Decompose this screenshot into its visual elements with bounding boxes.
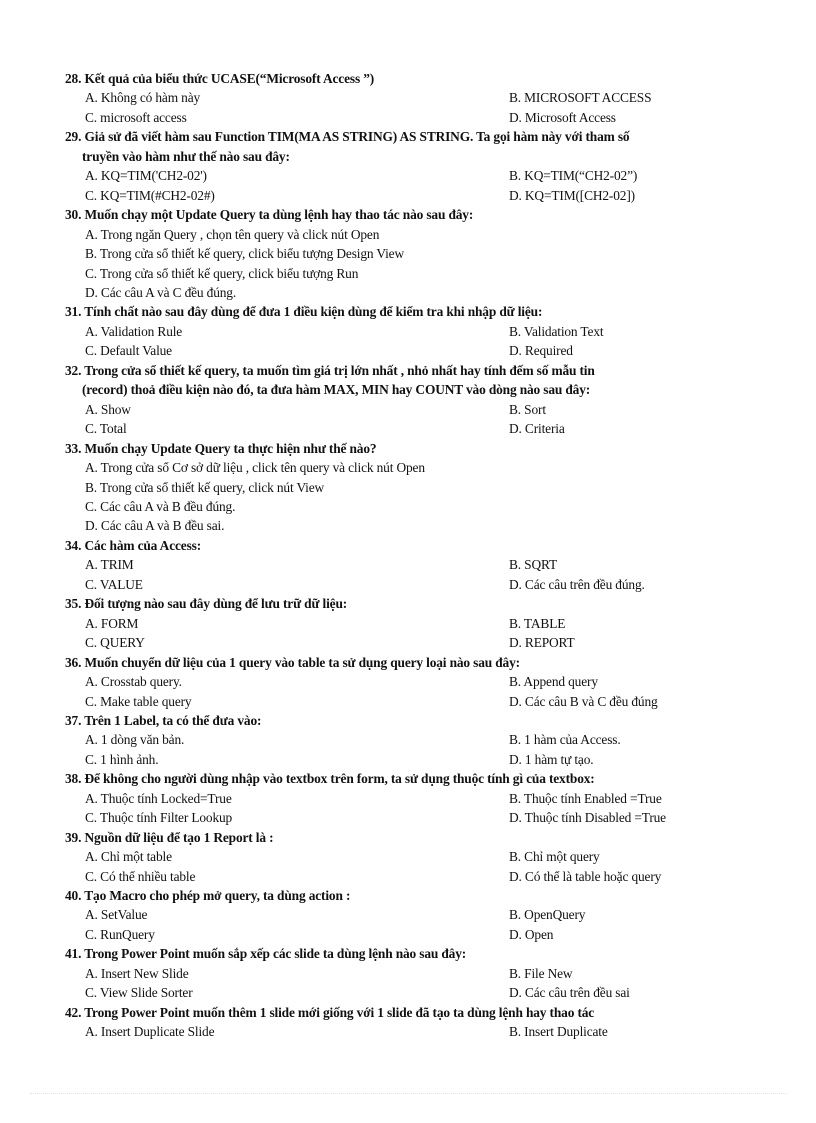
question-text-continued: truyền vào hàm như thế nào sau đây:: [82, 148, 290, 164]
answer-option: D. Criteria: [509, 421, 565, 437]
answer-option: C. KQ=TIM(#CH2-02#): [85, 187, 215, 203]
question-text: 28. Kết quả của biểu thức UCASE(“Microsoft Access ”): [65, 71, 375, 86]
answer-option: D. Các câu A và C đều đúng.: [85, 284, 237, 300]
question-block: [65, 302, 765, 360]
answer-option: D. REPORT: [509, 635, 575, 651]
question-text: 35. Đối tượng nào sau đây dùng để lưu trữ dữ liệu:: [65, 596, 348, 612]
question-block: [65, 594, 765, 652]
answer-option: C. QUERY: [85, 635, 145, 651]
answer-option: B. 1 hàm của Access.: [509, 732, 621, 748]
answer-option: C. Thuộc tính Filter Lookup: [85, 810, 233, 826]
answer-option: A. Không có hàm này: [85, 90, 201, 106]
answer-option: C. microsoft access: [85, 109, 187, 125]
answer-option: D. Các câu B và C đều đúng: [509, 693, 658, 709]
question-text: 31. Tính chất nào sau đây dùng để đưa 1 điều kiện dùng để kiểm tra khi nhập dữ liệu:: [65, 304, 543, 320]
option-row: [65, 730, 765, 749]
question-block: [65, 711, 765, 769]
answer-option: A. Trong cửa sổ Cơ sở dữ liệu , click tên query và click nút Open: [85, 460, 425, 476]
option-row: [65, 88, 765, 107]
answer-option: C. 1 hình ảnh.: [85, 751, 159, 767]
option-row: [65, 108, 765, 127]
option-row: [65, 1022, 765, 1041]
option-row: [65, 692, 765, 711]
option-row: [65, 614, 765, 633]
answer-option: C. Total: [85, 421, 127, 437]
option-row: [65, 867, 765, 886]
question-block: [65, 205, 765, 302]
question-block: [65, 944, 765, 1002]
answer-option: B. OpenQuery: [509, 907, 586, 923]
answer-option: B. Chỉ một query: [509, 849, 600, 865]
answer-option: A. Chỉ một table: [85, 849, 172, 865]
question-text: 30. Muốn chạy một Update Query ta dùng lệnh hay thao tác nào sau đây:: [65, 207, 474, 223]
answer-option: A. 1 dòng văn bản.: [85, 732, 185, 748]
question-text: 32. Trong cửa sổ thiết kế query, ta muốn tìm giá trị lớn nhất , nhỏ nhất hay tính đếm số mẫu tin: [65, 362, 595, 378]
answer-option: B. Trong cửa sổ thiết kế query, click biểu tượng Design View: [85, 246, 404, 262]
answer-option: C. Default Value: [85, 343, 172, 359]
question-text: 40. Tạo Macro cho phép mở query, ta dùng action :: [65, 888, 351, 904]
question-text: 38. Để không cho người dùng nhập vào textbox trên form, ta sử dụng thuộc tính gì của textbox:: [65, 771, 595, 787]
question-block: [65, 828, 765, 886]
option-row: [65, 847, 765, 866]
question-block: [65, 127, 765, 205]
option-row: [65, 983, 765, 1002]
option-row: [65, 166, 765, 185]
question-text: 42. Trong Power Point muốn thêm 1 slide mới giống với 1 slide đã tạo ta dùng lệnh hay thao tác: [65, 1004, 595, 1020]
answer-option: A. Insert Duplicate Slide: [85, 1024, 215, 1040]
question-block: [65, 886, 765, 944]
question-block: [65, 769, 765, 827]
option-row: [65, 905, 765, 924]
option-row: [65, 575, 765, 594]
answer-option: B. SQRT: [509, 557, 558, 573]
answer-option: A. Crosstab query.: [85, 674, 182, 690]
answer-option: D. Required: [509, 343, 573, 359]
answer-option: C. View Slide Sorter: [85, 985, 193, 1001]
option-row: [65, 964, 765, 983]
answer-option: B. Append query: [509, 674, 598, 690]
option-row: [65, 322, 765, 341]
option-row: [65, 419, 765, 438]
answer-option: C. Make table query: [85, 693, 192, 709]
answer-option: A. KQ=TIM('CH2-02'): [85, 168, 207, 184]
answer-option: A. Trong ngăn Query , chọn tên query và click nút Open: [85, 226, 380, 242]
question-block: [65, 439, 765, 536]
answer-option: D. Microsoft Access: [509, 109, 616, 125]
answer-option: C. VALUE: [85, 576, 143, 592]
question-text: 37. Trên 1 Label, ta có thể đưa vào:: [65, 712, 262, 728]
question-block: [65, 361, 765, 439]
answer-option: D. Các câu A và B đều sai.: [85, 518, 225, 534]
question-text: 34. Các hàm của Access:: [65, 537, 202, 553]
question-text: 29. Giả sử đã viết hàm sau Function TIM(MA AS STRING) AS STRING. Ta gọi hàm này với tham số: [65, 129, 630, 145]
answer-option: C. Trong cửa sổ thiết kế query, click biểu tượng Run: [85, 265, 359, 281]
question-list: [65, 69, 765, 1042]
answer-option: B. Trong cửa sổ thiết kế query, click nút View: [85, 479, 325, 495]
answer-option: C. Các câu A và B đều đúng.: [85, 498, 236, 514]
answer-option: B. Validation Text: [509, 323, 604, 339]
option-row: [65, 555, 765, 574]
answer-option: A. Show: [85, 401, 131, 417]
question-block: [65, 1003, 765, 1042]
option-row: [65, 633, 765, 652]
answer-option: D. 1 hàm tự tạo.: [509, 751, 594, 767]
answer-option: B. Sort: [509, 401, 546, 417]
answer-option: A. Thuộc tính Locked=True: [85, 790, 232, 806]
answer-option: A. TRIM: [85, 557, 134, 573]
answer-option: B. Thuộc tính Enabled =True: [509, 790, 662, 806]
answer-option: D. KQ=TIM([CH2-02]): [509, 187, 635, 203]
option-row: [65, 341, 765, 360]
question-text: 41. Trong Power Point muốn sắp xếp các slide ta dùng lệnh nào sau đây:: [65, 946, 467, 962]
question-text: 36. Muốn chuyển dữ liệu của 1 query vào table ta sử dụng query loại nào sau đây:: [65, 654, 520, 670]
option-row: [65, 186, 765, 205]
question-text: 39. Nguồn dữ liệu để tạo 1 Report là :: [65, 829, 274, 845]
answer-option: C. RunQuery: [85, 926, 155, 942]
question-block: [65, 653, 765, 711]
question-block: [65, 536, 765, 594]
answer-option: D. Các câu trên đều đúng.: [509, 576, 645, 592]
question-text: 33. Muốn chạy Update Query ta thực hiện như thế nào?: [65, 440, 377, 456]
option-row: [65, 925, 765, 944]
option-row: [65, 750, 765, 769]
option-row: [65, 808, 765, 827]
question-block: [65, 69, 765, 127]
answer-option: A. Validation Rule: [85, 323, 183, 339]
answer-option: D. Các câu trên đều sai: [509, 985, 630, 1001]
option-row: [65, 400, 765, 419]
answer-option: C. Có thể nhiều table: [85, 868, 196, 884]
answer-option: A. Insert New Slide: [85, 965, 189, 981]
answer-option: B. KQ=TIM(“CH2-02”): [509, 168, 638, 184]
answer-option: A. FORM: [85, 615, 139, 631]
option-row: [65, 789, 765, 808]
answer-option: D. Open: [509, 926, 554, 942]
page-bottom-rule: [30, 1093, 786, 1094]
answer-option: A. SetValue: [85, 907, 148, 923]
answer-option: D. Thuộc tính Disabled =True: [509, 810, 666, 826]
answer-option: B. Insert Duplicate: [509, 1024, 608, 1040]
question-text-continued: (record) thoả điều kiện nào đó, ta đưa hàm MAX, MIN hay COUNT vào dòng nào sau đây:: [82, 382, 591, 398]
answer-option: B. File New: [509, 965, 573, 981]
option-row: [65, 672, 765, 691]
answer-option: B. MICROSOFT ACCESS: [509, 90, 652, 106]
answer-option: D. Có thể là table hoặc query: [509, 868, 662, 884]
answer-option: B. TABLE: [509, 615, 566, 631]
